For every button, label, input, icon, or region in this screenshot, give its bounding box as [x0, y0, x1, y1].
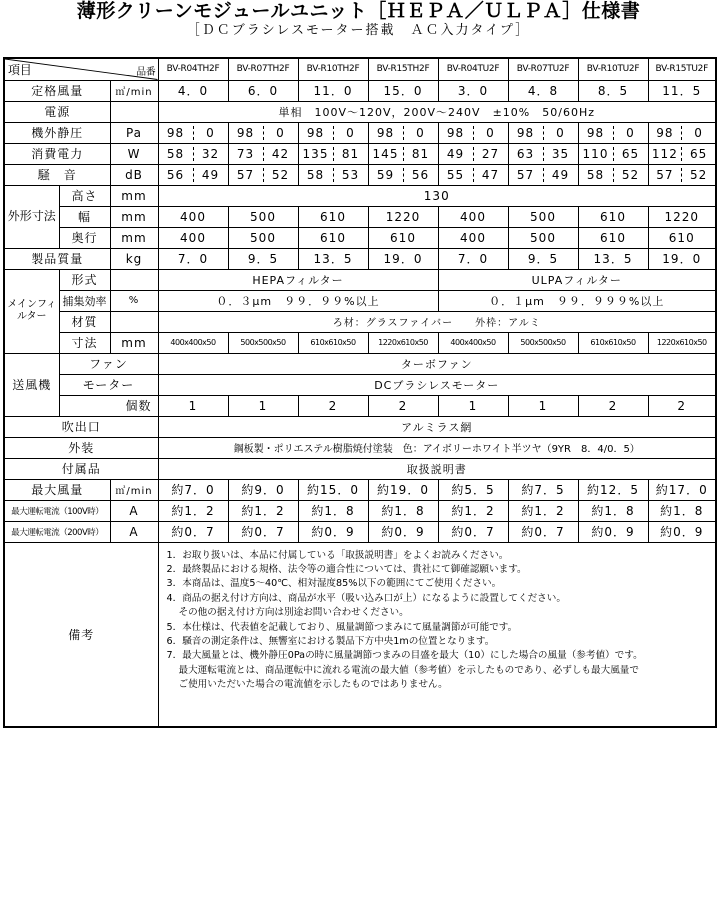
cell: ０．１μm ９９．９９９%以上: [438, 290, 716, 311]
model-header: BV-R15TH2F: [368, 58, 438, 80]
row-label: 付属品: [4, 458, 158, 479]
cell: 500: [508, 227, 578, 248]
cell: 400x400x50: [438, 332, 508, 353]
noise-row: [4, 164, 716, 185]
row-label: 電源: [4, 101, 110, 122]
blower-count-row: [4, 395, 716, 416]
note-line: 最大運転電流とは、商品運転中に流れる電流の最大値（参考値）を示したものであり、必ずしも最大風量で: [178, 664, 639, 676]
row-unit: kg: [110, 248, 158, 269]
static-pressure-row: [4, 122, 716, 143]
cell: 98 0: [298, 122, 368, 143]
filter-size-row: [4, 332, 716, 353]
row-unit: mm: [110, 185, 158, 206]
cell: 約12．5: [578, 479, 648, 500]
row-label: モーター: [59, 374, 158, 395]
cell: 3．0: [438, 80, 508, 101]
cell: ０．３μm ９９．９９%以上: [158, 290, 438, 311]
cell: 610x610x50: [298, 332, 368, 353]
power-consumption-row: [4, 143, 716, 164]
cell: 11．5: [648, 80, 716, 101]
outlet-row: [4, 416, 716, 437]
row-unit: W: [110, 143, 158, 164]
max-current-100-row: [4, 500, 716, 521]
cell: 57 52: [228, 164, 298, 185]
cell: HEPAフィルター: [158, 269, 438, 290]
cell: 610: [578, 206, 648, 227]
row-label: 幅: [59, 206, 110, 227]
model-label: 品番: [136, 66, 156, 78]
row-label: 捕集効率: [59, 290, 110, 311]
model-header: BV-R07TU2F: [508, 58, 578, 80]
model-header: BV-R07TH2F: [228, 58, 298, 80]
cell: 98 0: [158, 122, 228, 143]
cell: 6．0: [228, 80, 298, 101]
cell: 2: [648, 395, 716, 416]
cell: 約1．8: [578, 500, 648, 521]
row-unit: Pa: [110, 122, 158, 143]
filter-type-row: [4, 269, 716, 290]
model-header: BV-R04TU2F: [438, 58, 508, 80]
dimension-height-row: [4, 185, 716, 206]
cell: 約5．5: [438, 479, 508, 500]
cell: 400: [438, 227, 508, 248]
cell: 取扱説明書: [158, 458, 716, 479]
header-row: [4, 58, 716, 80]
cell: 110 65: [578, 143, 648, 164]
cell: 4．8: [508, 80, 578, 101]
cell: 2: [578, 395, 648, 416]
cell: 1: [158, 395, 228, 416]
cell: 1220x610x50: [648, 332, 716, 353]
cell: 約0．7: [228, 521, 298, 542]
note-line: 3．本商品は、温度5～40℃、相対湿度85%以下の範囲にてご使用ください。: [166, 578, 502, 590]
cell: 7．0: [438, 248, 508, 269]
cell: 58 32: [158, 143, 228, 164]
row-label: 奥行: [59, 227, 110, 248]
cell: 400: [158, 227, 228, 248]
cell: 400: [158, 206, 228, 227]
cell: 145 81: [368, 143, 438, 164]
model-header: BV-R15TU2F: [648, 58, 716, 80]
cell: 約7．0: [158, 479, 228, 500]
cell: アルミラス網: [158, 416, 716, 437]
cell: 56 49: [158, 164, 228, 185]
cell: 500x500x50: [508, 332, 578, 353]
cell: 130: [158, 185, 716, 206]
cell: DCブラシレスモーター: [158, 374, 716, 395]
cell: 9．5: [228, 248, 298, 269]
note-line: 2．最終製品における規格、法令等の適合性については、貴社にて御確認願います。: [166, 563, 527, 575]
cell: 1: [508, 395, 578, 416]
row-label: 材質: [59, 311, 110, 332]
row-unit: [110, 101, 158, 122]
cell: 約1．8: [368, 500, 438, 521]
row-group-label: 送風機: [4, 353, 59, 416]
row-label: 最大運転電流（200V時）: [4, 521, 110, 542]
note-line: その他の据え付け方向は別途お問い合わせください。: [178, 607, 409, 619]
row-unit: [110, 311, 158, 332]
note-line: 7．最大風量とは、機外静圧0Paの時に風量調節つまみの目盛を最大（10）にした場合の風量（参考値）です。: [166, 650, 643, 662]
cell: 約15．0: [298, 479, 368, 500]
remarks-notes: [158, 542, 716, 727]
cell: 98 0: [508, 122, 578, 143]
cell: 1: [438, 395, 508, 416]
note-line: 6．騒音の測定条件は、無響室における製品下方中央1mの位置となります。: [166, 635, 495, 647]
cell: 500x500x50: [228, 332, 298, 353]
cell: ターボファン: [158, 353, 716, 374]
cell: 500: [508, 206, 578, 227]
cell: 約19．0: [368, 479, 438, 500]
row-unit: ㎥/min: [110, 479, 158, 500]
dimension-width-row: [4, 206, 716, 227]
filter-efficiency-row: [4, 290, 716, 311]
row-label: 消費電力: [4, 143, 110, 164]
cell: 11．0: [298, 80, 368, 101]
cell: 400: [438, 206, 508, 227]
cell: 単相 100V～120V，200V～240V ±10% 50/60Hz: [158, 101, 716, 122]
exterior-row: [4, 437, 716, 458]
row-label: 最大運転電流（100V時）: [4, 500, 110, 521]
cell: 135 81: [298, 143, 368, 164]
remarks-label: 備考: [4, 542, 158, 727]
cell: 610: [368, 227, 438, 248]
cell: 約1．8: [648, 500, 716, 521]
cell: ろ材：グラスファイバー 外枠：アルミ: [158, 311, 716, 332]
row-label: 機外静圧: [4, 122, 110, 143]
row-unit: %: [110, 290, 158, 311]
row-label: ファン: [59, 353, 158, 374]
row-group-label: メインフィルター: [4, 269, 59, 353]
note-line: ご使用いただいた場合の電流値を示したものではありません。: [178, 679, 448, 691]
row-label: 高さ: [59, 185, 110, 206]
dimension-depth-row: [4, 227, 716, 248]
cell: 鋼板製・ポリエステル樹脂焼付塗装 色：アイボリーホワイト半ツヤ（9YR 8．4/0．5）: [158, 437, 716, 458]
mass-row: [4, 248, 716, 269]
cell: 約0．9: [578, 521, 648, 542]
model-header: BV-R04TH2F: [158, 58, 228, 80]
row-unit: ㎥/min: [110, 80, 158, 101]
cell: 58 52: [578, 164, 648, 185]
cell: 58 53: [298, 164, 368, 185]
cell: 49 27: [438, 143, 508, 164]
row-label: 吹出口: [4, 416, 158, 437]
page-title: 薄形クリーンモジュールユニット［ＨＥＰＡ／ＵＬＰＡ］仕様書: [76, 0, 641, 22]
row-label: 個数: [59, 395, 158, 416]
cell: 約0．9: [298, 521, 368, 542]
cell: 59 56: [368, 164, 438, 185]
cell: 約0．9: [368, 521, 438, 542]
note-line: 5．本仕様は、代表値を記載しており、風量調節つまみにて風量調節が可能です。: [166, 621, 518, 633]
row-label: 騒 音: [4, 164, 110, 185]
cell: 約17．0: [648, 479, 716, 500]
max-airflow-row: [4, 479, 716, 500]
note-line: 1．お取り扱いは、本品に付属している「取扱説明書」をよくお読みください。: [166, 549, 509, 561]
cell: 610: [648, 227, 716, 248]
cell: 13．5: [298, 248, 368, 269]
row-unit: mm: [110, 332, 158, 353]
page-subtitle: ［ＤＣブラシレスモーター搭載 ＡＣ入力タイプ］: [186, 23, 531, 38]
row-unit: mm: [110, 206, 158, 227]
cell: 13．5: [578, 248, 648, 269]
cell: 500: [228, 227, 298, 248]
row-label: 形式: [59, 269, 110, 290]
cell: 112 65: [648, 143, 716, 164]
row-label: 製品質量: [4, 248, 110, 269]
row-unit: mm: [110, 227, 158, 248]
rated-airflow-row: [4, 80, 716, 101]
cell: 98 0: [438, 122, 508, 143]
cell: 610x610x50: [578, 332, 648, 353]
cell: 約0．7: [508, 521, 578, 542]
row-label: 定格風量: [4, 80, 110, 101]
cell: 400x400x50: [158, 332, 228, 353]
cell: 19．0: [368, 248, 438, 269]
model-header: BV-R10TU2F: [578, 58, 648, 80]
power-row: [4, 101, 716, 122]
cell: 63 35: [508, 143, 578, 164]
spec-table: [3, 57, 717, 728]
cell: 2: [368, 395, 438, 416]
max-current-200-row: [4, 521, 716, 542]
cell: 7．0: [158, 248, 228, 269]
cell: 57 52: [648, 164, 716, 185]
blower-fan-row: [4, 353, 716, 374]
cell: 約1．2: [158, 500, 228, 521]
cell: 2: [298, 395, 368, 416]
cell: 約1．2: [228, 500, 298, 521]
item-label: 項目: [8, 63, 32, 77]
cell: 9．5: [508, 248, 578, 269]
cell: 610: [298, 227, 368, 248]
cell: 1220: [368, 206, 438, 227]
cell: 約1．2: [438, 500, 508, 521]
cell: 約0．7: [438, 521, 508, 542]
row-unit: dB: [110, 164, 158, 185]
row-label: 最大風量: [4, 479, 110, 500]
note-line: 4．商品の据え付け方向は、商品が水平（吸い込み口が上）になるように設置してください。: [166, 592, 566, 604]
cell: 98 0: [648, 122, 716, 143]
cell: 約0．9: [648, 521, 716, 542]
cell: 19．0: [648, 248, 716, 269]
cell: 約1．8: [298, 500, 368, 521]
cell: 1: [228, 395, 298, 416]
cell: 15．0: [368, 80, 438, 101]
cell: 約7．5: [508, 479, 578, 500]
row-unit: A: [110, 500, 158, 521]
filter-material-row: [4, 311, 716, 332]
row-unit: A: [110, 521, 158, 542]
cell: 500: [228, 206, 298, 227]
cell: 610: [298, 206, 368, 227]
cell: 57 49: [508, 164, 578, 185]
row-group-label: 外形寸法: [4, 185, 59, 248]
cell: 8．5: [578, 80, 648, 101]
cell: 1220x610x50: [368, 332, 438, 353]
cell: 610: [578, 227, 648, 248]
cell: 73 42: [228, 143, 298, 164]
cell: 約9．0: [228, 479, 298, 500]
row-unit: [110, 269, 158, 290]
model-header: BV-R10TH2F: [298, 58, 368, 80]
row-label: 外装: [4, 437, 158, 458]
cell: 4．0: [158, 80, 228, 101]
header-corner: [4, 58, 158, 80]
row-label: 寸法: [59, 332, 110, 353]
remarks-row: [4, 542, 716, 727]
cell: 約1．2: [508, 500, 578, 521]
blower-motor-row: [4, 374, 716, 395]
cell: ULPAフィルター: [438, 269, 716, 290]
cell: 約0．7: [158, 521, 228, 542]
cell: 98 0: [578, 122, 648, 143]
accessories-row: [4, 458, 716, 479]
cell: 98 0: [228, 122, 298, 143]
cell: 1220: [648, 206, 716, 227]
cell: 55 47: [438, 164, 508, 185]
cell: 98 0: [368, 122, 438, 143]
